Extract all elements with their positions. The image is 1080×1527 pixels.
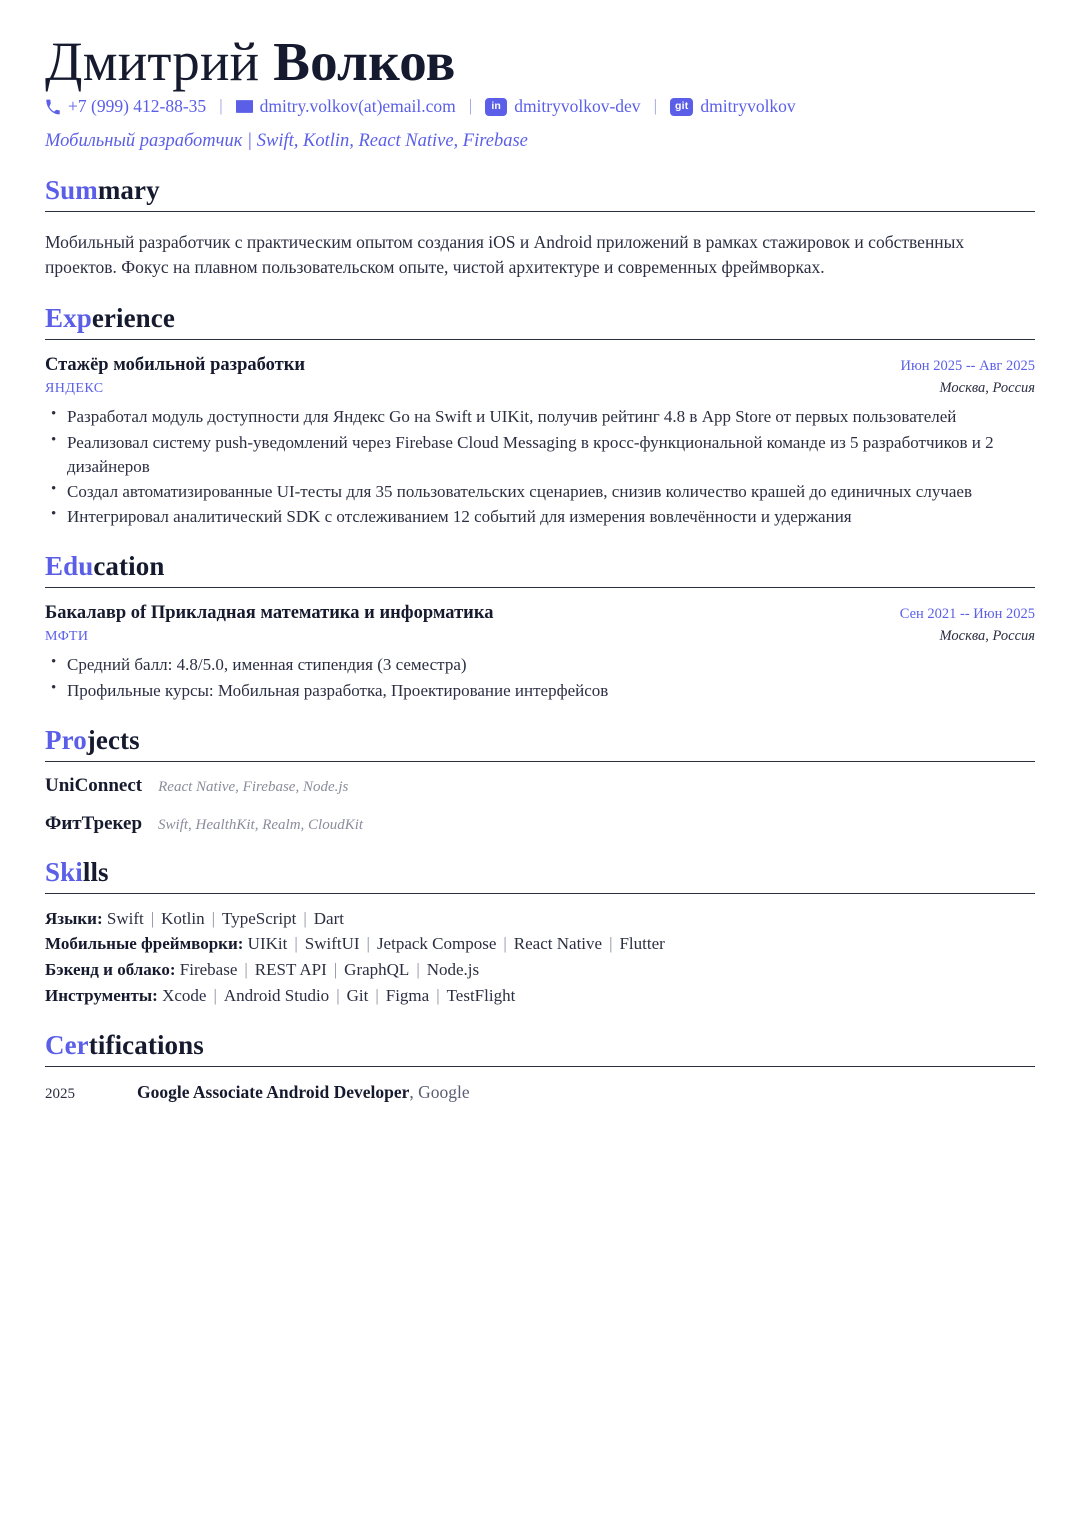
section-title-accent: Edu	[45, 551, 94, 582]
project-item	[45, 813, 1035, 835]
entry-header	[45, 353, 1035, 377]
section-skills	[45, 857, 1035, 1009]
project-tech-stack: Swift, HealthKit, Realm, CloudKit	[158, 816, 364, 833]
section-title-certifications	[45, 1030, 1035, 1061]
given-name: Дмитрий	[45, 31, 260, 92]
certification-issuer: , Google	[409, 1082, 470, 1103]
entry-header	[45, 601, 1035, 625]
section-title-accent: Exp	[45, 303, 92, 334]
contact-linkedin[interactable]	[485, 96, 640, 117]
section-rule	[45, 893, 1035, 894]
skill-category-label: Инструменты:	[45, 985, 158, 1005]
contact-email[interactable]	[236, 96, 456, 117]
email-icon	[236, 100, 253, 113]
skill-items: Swift | Kotlin | TypeScript | Dart	[106, 908, 344, 928]
skill-items: Xcode | Android Studio | Git | Figma | TestFlight	[162, 985, 516, 1005]
list-item: • Разработал модуль доступности для Яндекс Go на Swift и UIKit, получив рейтинг 4.8 в App Store от первых пользователей	[45, 405, 1035, 429]
skill-items: Firebase | REST API | GraphQL | Node.js	[179, 960, 480, 980]
skill-row	[45, 907, 1035, 932]
section-title-education	[45, 551, 1035, 582]
project-name: UniConnect	[45, 774, 143, 796]
section-title-rest: lls	[82, 856, 109, 887]
skill-row	[45, 958, 1035, 983]
entry-subheader	[45, 627, 1035, 646]
job-title: Стажёр мобильной разработки	[45, 355, 306, 376]
section-title-rest: mary	[97, 175, 160, 206]
candidate-name	[45, 31, 1035, 92]
tagline: Мобильный разработчик | Swift, Kotlin, React Native, Firebase	[45, 131, 528, 152]
section-rule	[45, 587, 1035, 588]
certification-item	[45, 1080, 1035, 1105]
section-title-rest: tifications	[88, 1030, 204, 1061]
email-text: dmitry.volkov(at)email.com	[259, 96, 456, 117]
section-title-skills	[45, 857, 1035, 888]
section-title-accent: Ski	[45, 856, 83, 887]
education-date-range: Сен 2021 -- Июн 2025	[899, 606, 1035, 623]
section-title-rest: jects	[86, 724, 140, 755]
skill-category-label: Бэкенд и облако:	[45, 960, 176, 980]
degree-title: Бакалавр of Прикладная математика и информатика	[45, 603, 494, 624]
section-summary	[45, 175, 1035, 281]
school-name: МФТИ	[45, 629, 89, 645]
company-name: ЯНДЕКС	[45, 381, 104, 397]
section-title-experience	[45, 303, 1035, 334]
github-icon: git	[670, 98, 693, 116]
section-rule	[45, 761, 1035, 762]
list-item: • Профильные курсы: Мобильная разработка, Проектирование интерфейсов	[45, 679, 1035, 703]
entry-subheader	[45, 379, 1035, 398]
summary-text: Мобильный разработчик с практическим опытом создания iOS и Android приложений в рамках стажировок и собственных проектов. Фокус на плавном пользовательском опыте, чистой архитектуре и современных фреймворках.	[45, 231, 965, 278]
project-tech-stack: React Native, Firebase, Node.js	[158, 778, 349, 795]
certification-year: 2025	[45, 1086, 75, 1103]
list-item: • Средний балл: 4.8/5.0, именная стипендия (3 семестра)	[45, 653, 1035, 677]
job-bullet-list	[45, 405, 1035, 529]
family-name: Волков	[273, 31, 456, 92]
contact-line	[45, 96, 1035, 117]
education-bullet-list	[45, 653, 1035, 702]
skill-items: UIKit | SwiftUI | Jetpack Compose | React Native | Flutter	[247, 934, 665, 954]
certification-body	[137, 1080, 470, 1105]
section-title-accent: Cer	[45, 1030, 89, 1061]
section-title-summary	[45, 175, 1035, 206]
contact-phone[interactable]	[45, 96, 206, 117]
phone-icon	[45, 99, 61, 115]
job-location: Москва, Россия	[939, 380, 1035, 397]
linkedin-text: dmitryvolkov-dev	[514, 96, 641, 117]
section-experience	[45, 303, 1035, 529]
linkedin-icon: in	[485, 98, 507, 116]
skill-category-label: Языки:	[45, 908, 103, 928]
skill-row	[45, 984, 1035, 1009]
contact-separator: |	[219, 96, 223, 116]
list-item: • Реализовал систему push-уведомлений через Firebase Cloud Messaging в кросс-функциональной команде из 5 разработчиков и 2 дизайнеров	[45, 431, 1035, 479]
experience-entry	[45, 353, 1035, 529]
section-rule	[45, 339, 1035, 340]
certification-name: Google Associate Android Developer	[137, 1082, 410, 1103]
skill-category-label: Мобильные фреймворки:	[45, 934, 244, 954]
project-item	[45, 775, 1035, 797]
section-title-accent: Sum	[45, 175, 98, 206]
section-projects	[45, 725, 1035, 835]
github-text: dmitryvolkov	[700, 96, 796, 117]
section-certifications	[45, 1030, 1035, 1105]
contact-separator: |	[468, 96, 473, 116]
job-date-range: Июн 2025 -- Авг 2025	[900, 358, 1035, 375]
contact-separator: |	[653, 96, 657, 116]
section-rule	[45, 1066, 1035, 1067]
section-title-rest: cation	[93, 551, 165, 582]
list-item: • Создал автоматизированные UI-тесты для 35 пользовательских сценариев, снизив количество крашей до единичных случаев	[45, 480, 1035, 504]
education-location: Москва, Россия	[939, 628, 1035, 645]
project-name: ФитТрекер	[45, 812, 143, 834]
skill-row	[45, 932, 1035, 957]
contact-github[interactable]	[670, 96, 796, 117]
education-entry	[45, 601, 1035, 702]
section-title-projects	[45, 725, 1035, 756]
section-title-accent: Pro	[45, 724, 87, 755]
section-rule	[45, 211, 1035, 212]
list-item: • Интегрировал аналитический SDK с отслеживанием 12 событий для измерения вовлечённости и удержания	[45, 505, 1035, 529]
phone-text: +7 (999) 412-88-35	[68, 96, 207, 117]
resume-header	[45, 31, 1035, 153]
section-title-rest: erience	[91, 303, 175, 334]
section-education	[45, 551, 1035, 703]
